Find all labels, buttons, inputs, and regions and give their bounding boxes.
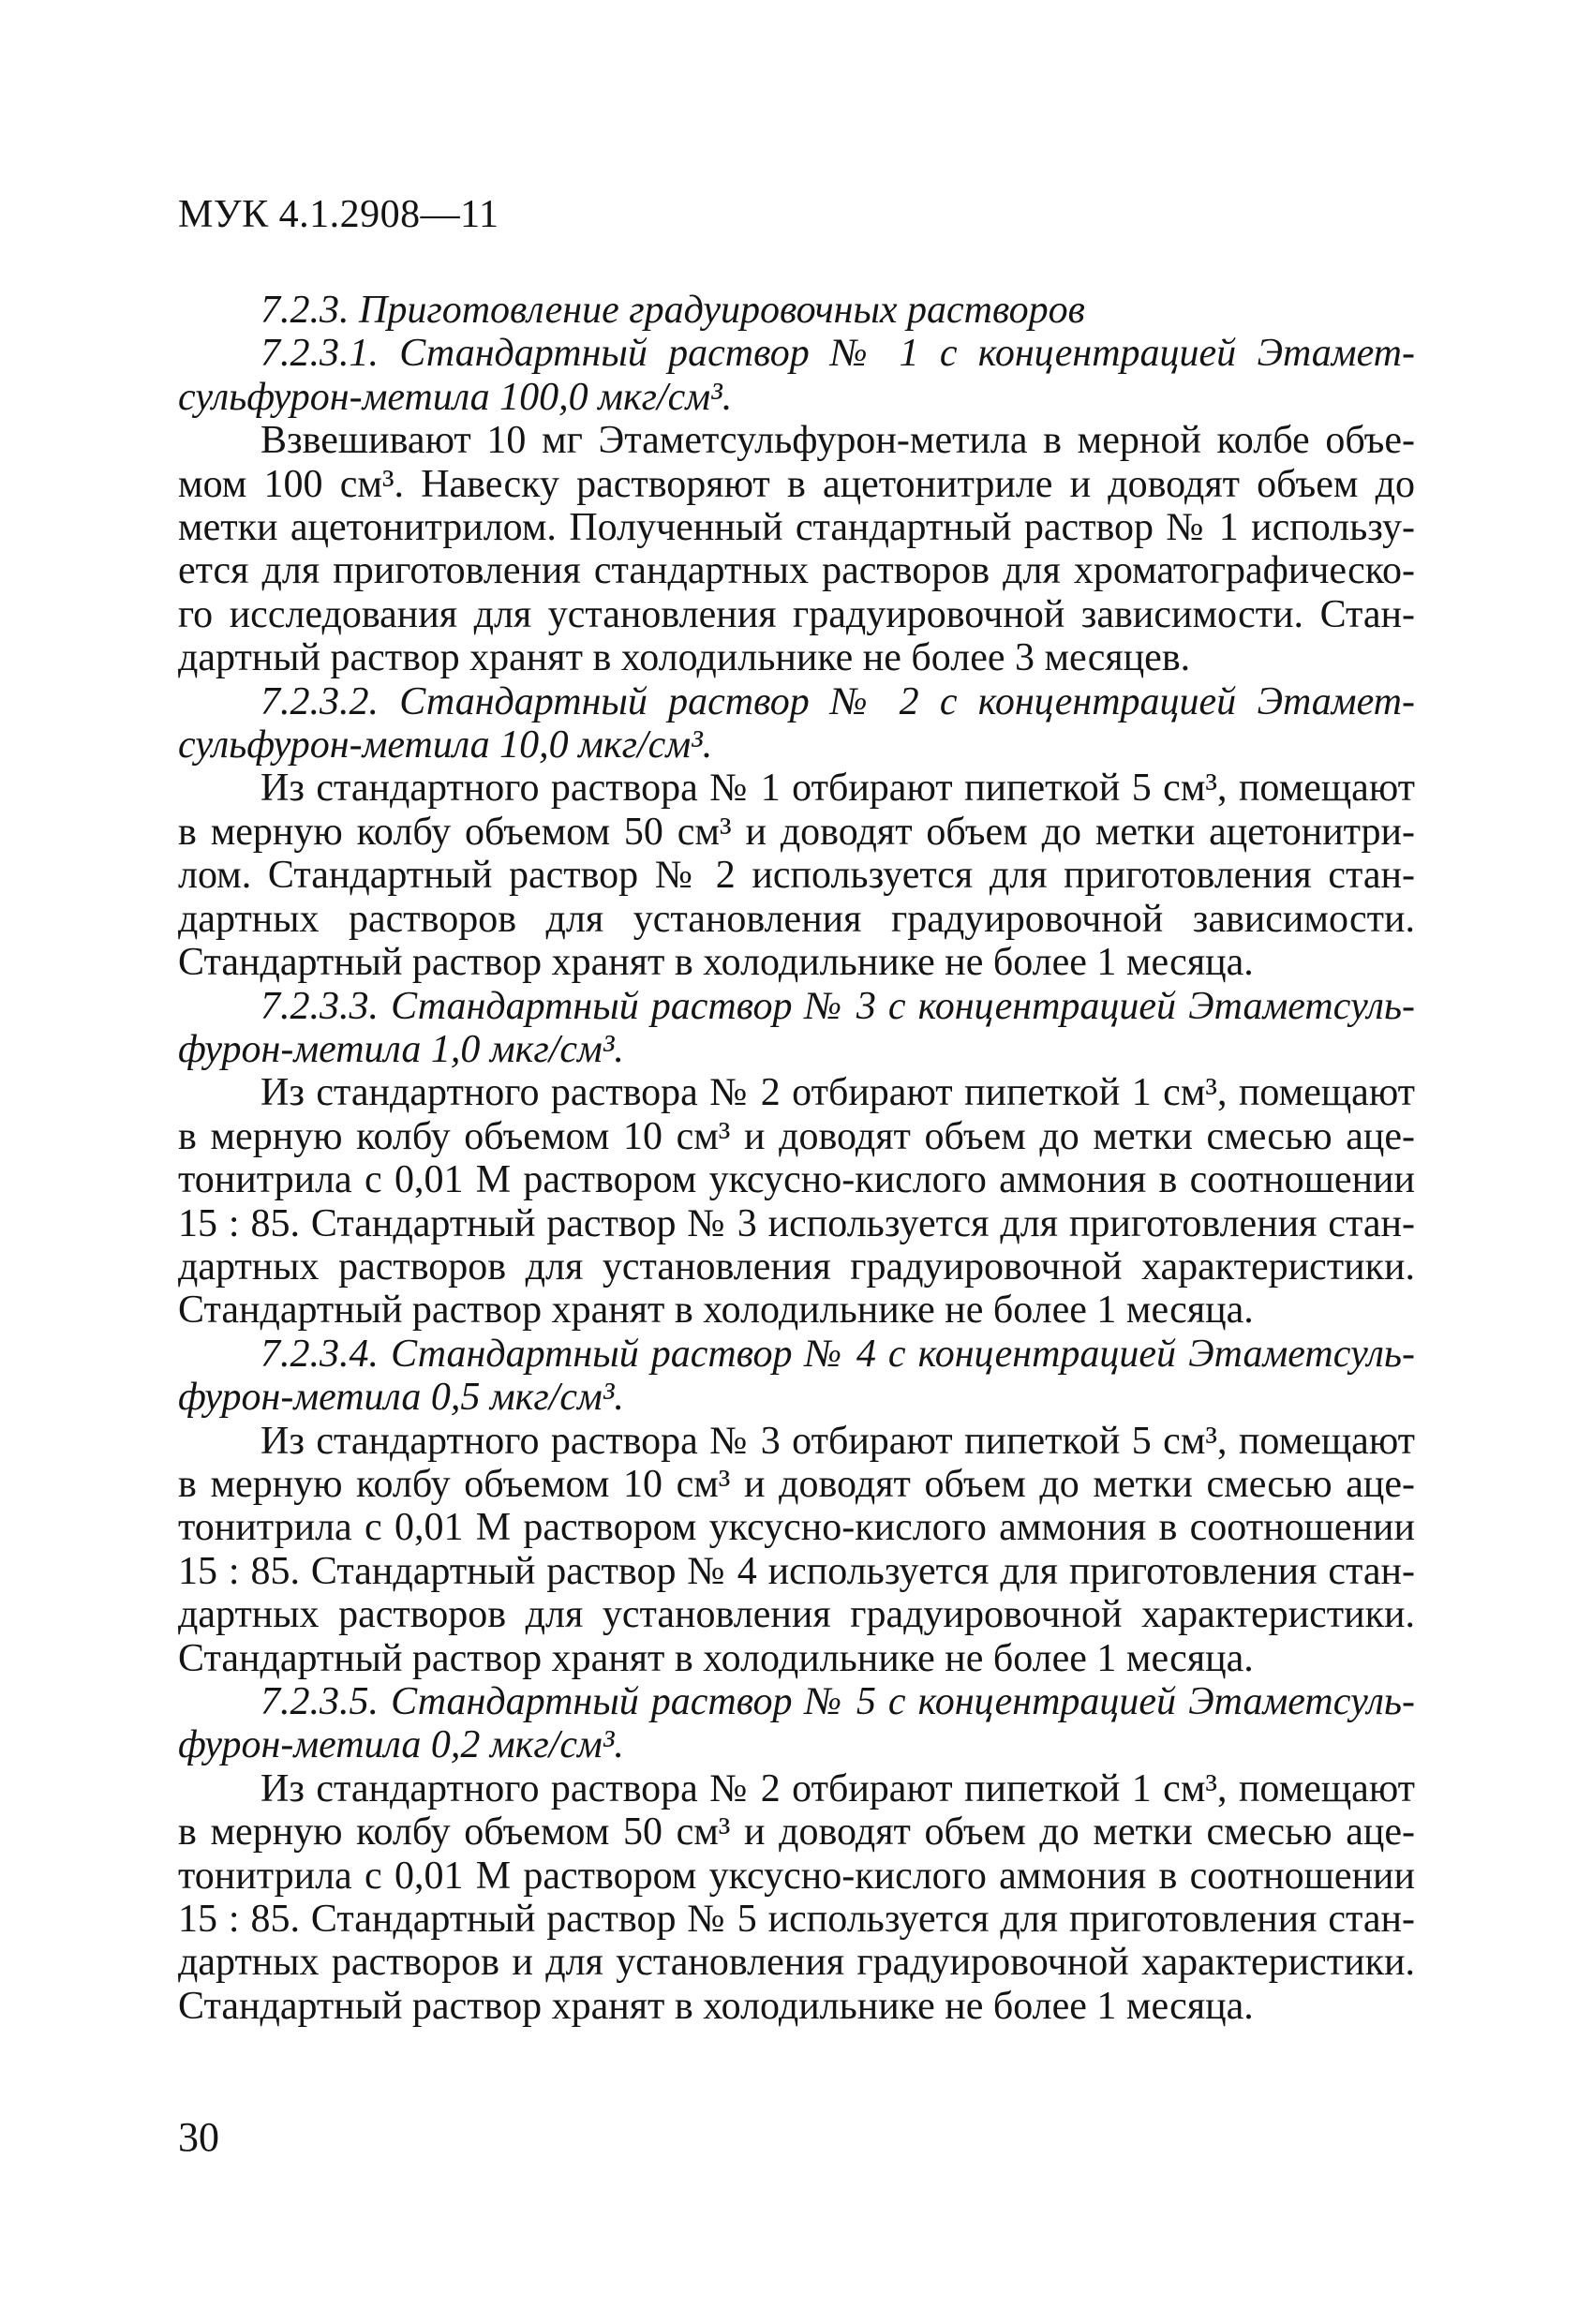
section-heading-line: сульфурон-метила 100,0 мкг/см³.	[178, 375, 733, 419]
paragraph-line: лом. Стандартный раствор № 2 используется для приготовления стан-	[178, 854, 1415, 898]
paragraph-line: го исследования для установления градуировочной зависимости. Стан-	[178, 592, 1415, 636]
paragraph-line: Стандартный раствор хранят в холодильнике не более 1 месяца.	[178, 1289, 1254, 1333]
paragraph-line: дартных растворов и для установления градуировочной характеристики.	[178, 1941, 1415, 1985]
paragraph-line: метки ацетонитрилом. Полученный стандартный раствор № 1 использу-	[178, 506, 1415, 550]
paragraph-line: 15 : 85. Стандартный раствор № 3 используется для приготовления стан-	[178, 1201, 1415, 1245]
section-heading-line: фурон-метила 0,5 мкг/см³.	[178, 1376, 624, 1420]
paragraph-line: Взвешивают 10 мг Этаметсульфурон-метила в мерной колбе объе-	[261, 419, 1415, 463]
paragraph-line: дартных растворов для установления градуировочной характеристики.	[178, 1593, 1415, 1637]
section-heading-line: 7.2.3.1. Стандартный раствор № 1 с концентрацией Этамет-	[261, 332, 1415, 376]
section-heading-line: фурон-метила 1,0 мкг/см³.	[178, 1027, 624, 1071]
paragraph-line: дартный раствор хранят в холодильнике не более 3 месяцев.	[178, 636, 1191, 680]
section-heading-line: 7.2.3.4. Стандартный раствор № 4 с концентрацией Этаметсуль-	[261, 1332, 1415, 1376]
section-heading-line: фурон-метила 0,2 мкг/см³.	[178, 1723, 624, 1767]
paragraph-line: тонитрила с 0,01 М раствором уксусно-кислого аммония в соотношении	[178, 1158, 1415, 1202]
section-heading-line: 7.2.3.2. Стандартный раствор № 2 с концентрацией Этамет-	[261, 679, 1415, 723]
paragraph-line: Из стандартного раствора № 1 отбирают пипеткой 5 см³, помещают	[261, 767, 1415, 811]
paragraph-line: Из стандартного раствора № 2 отбирают пипеткой 1 см³, помещают	[261, 1766, 1415, 1810]
paragraph-line: Стандартный раствор хранят в холодильнике не более 1 месяца.	[178, 1984, 1254, 2028]
paragraph-line: Стандартный раствор хранят в холодильнике не более 1 месяца.	[178, 941, 1254, 985]
paragraph-line: в мерную колбу объемом 50 см³ и доводят объем до метки смесью аце-	[178, 1810, 1415, 1855]
body-text	[178, 289, 1415, 2028]
paragraph-line: мом 100 см³. Навеску растворяют в ацетонитриле и доводят объем до	[178, 462, 1415, 506]
paragraph-line: 15 : 85. Стандартный раствор № 5 используется для приготовления стан-	[178, 1898, 1415, 1942]
paragraph-line: Из стандартного раствора № 3 отбирают пипеткой 5 см³, помещают	[261, 1419, 1415, 1463]
section-heading-line: 7.2.3. Приготовление градуировочных растворов	[261, 289, 1085, 332]
paragraph-line: тонитрила с 0,01 М раствором уксусно-кислого аммония в соотношении	[178, 1854, 1415, 1898]
paragraph-line: в мерную колбу объемом 10 см³ и доводят объем до метки смесью аце-	[178, 1114, 1415, 1158]
paragraph-line: 15 : 85. Стандартный раствор № 4 используется для приготовления стан-	[178, 1549, 1415, 1593]
paragraph-line: в мерную колбу объемом 10 см³ и доводят объем до метки смесью аце-	[178, 1462, 1415, 1506]
section-heading-line: 7.2.3.3. Стандартный раствор № 3 с концентрацией Этаметсуль-	[261, 984, 1415, 1028]
paragraph-line: в мерную колбу объемом 50 см³ и доводят объем до метки ацетонитри-	[178, 810, 1415, 854]
section-heading-line: сульфурон-метила 10,0 мкг/см³.	[178, 723, 713, 767]
paragraph-line: дартных растворов для установления градуировочной характеристики.	[178, 1244, 1415, 1289]
page-number: 30	[178, 2114, 219, 2160]
paragraph-line: тонитрила с 0,01 М раствором уксусно-кислого аммония в соотношении	[178, 1506, 1415, 1550]
paragraph-line: Из стандартного раствора № 2 отбирают пипеткой 1 см³, помещают	[261, 1071, 1415, 1115]
section-heading-line: 7.2.3.5. Стандартный раствор № 5 с концентрацией Этаметсуль-	[261, 1680, 1415, 1723]
document-code-header: МУК 4.1.2908—11	[178, 193, 499, 236]
paragraph-line: Стандартный раствор хранят в холодильнике не более 1 месяца.	[178, 1636, 1254, 1680]
paragraph-line: дартных растворов для установления градуировочной зависимости.	[178, 897, 1415, 941]
paragraph-line: ется для приготовления стандартных растворов для хроматографическо-	[178, 549, 1415, 593]
